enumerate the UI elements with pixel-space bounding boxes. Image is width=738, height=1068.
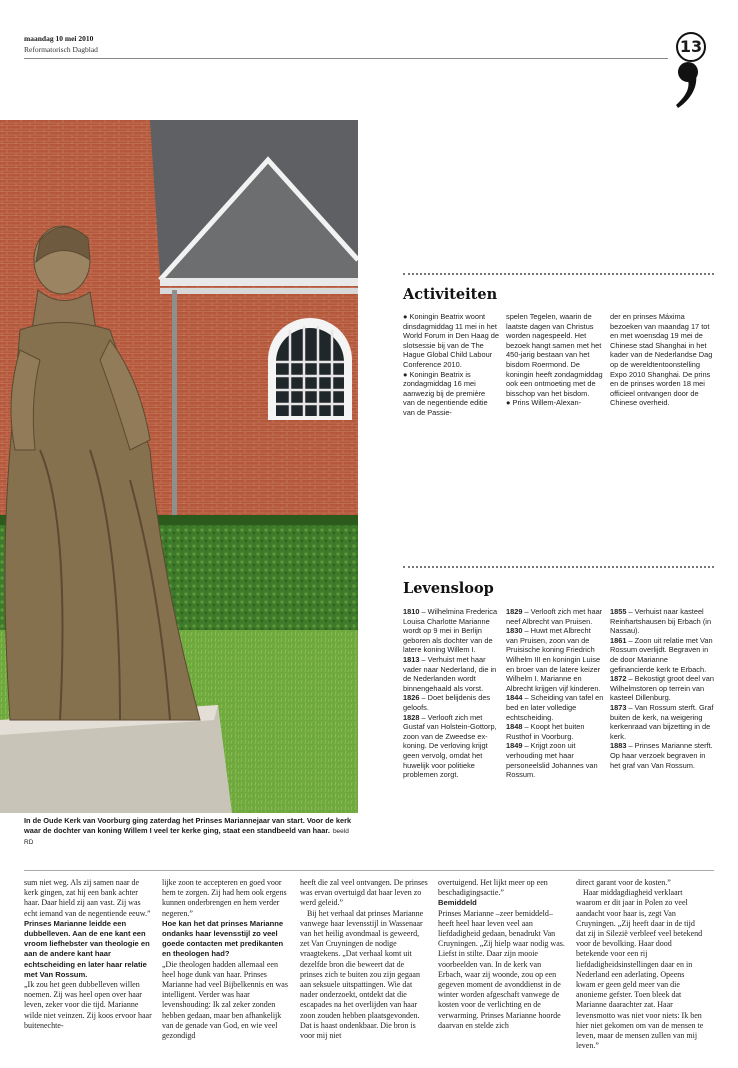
article-paragraph: sum niet weg. Als zij samen naar de kerk gingen, zat hij een bank achter haar. Daar hield zij aan vast. Zij was echt iemand van de negentiende eeuw.”: [24, 878, 151, 918]
article-question: Hoe kan het dat prinses Marianne ondanks haar levensstijl zo veel goede contacten met predikanten en theologen had?: [162, 918, 284, 959]
levensloop-column-1: [403, 607, 499, 780]
levensloop-entry: 1883 – Prinses Marianne sterft. Op haar verzoek begraven in het graf van Van Rossum.: [610, 741, 713, 770]
photo-illustration: [0, 120, 358, 813]
activiteiten-dotted-rule: [403, 273, 714, 275]
article-column-1: [24, 878, 152, 1031]
activiteiten-item: ● Koningin Beatrix woont dinsdagmiddag 11 mei in het World Forum in Den Haag de slotsessie bij van de The Hague Global Child Labour Conference 2010.: [403, 312, 499, 369]
levensloop-entry: 1844 – Scheiding van tafel en bed en later volledige echtscheiding.: [506, 693, 604, 722]
header-date: maandag 10 mei 2010: [24, 34, 94, 43]
activiteiten-column-1: [403, 312, 499, 418]
levensloop-entry: 1828 – Verlooft zich met Gustaf van Holstein-Gottorp, zoon van de Zweedse ex-koning. De verloving krijgt geen vervolg, omdat het huwelijk voor politieke problemen zorgt.: [403, 712, 497, 780]
article-paragraph: „Ik zou het geen dubbelleven willen noemen. Zij was heel open over haar leven, zeker voor die tijd. Marianne wilde niet veinzen. Zij koos ervoor haar buitenechte-: [24, 980, 152, 1030]
levensloop-entry: 1848 – Koopt het buiten Rusthof in Voorburg.: [506, 722, 585, 741]
article-top-rule: [24, 870, 714, 871]
levensloop-entry: 1829 – Verlooft zich met haar neef Albrecht van Pruisen.: [506, 607, 603, 626]
article-paragraph: Prinses Marianne –zeer bemiddeld– heeft heel haar leven veel aan liefdadigheid gedaan, benadrukt Van Cruyningen. „Zij hielp waar nodig was. Liefst in stilte. Daar zijn mooie voorbeelden van. In de kerk van Erbach, waar zij woonde, zou op een gegeven moment de avonddienst in de winter worden afgeschaft vanwege de kosten voor de verlichting en de verwarming. Prinses Marianne hoorde daarvan en stelde zich: [438, 908, 565, 1030]
article-paragraph: „Die theologen hadden allemaal een heel hoge dunk van haar. Prinses Marianne had veel Bijbelkennis en was intelligent. Verder was haar levenshouding: Ik zal zeker zonden hebben gedaan, maar ben afhankelijk van de genade van God, en wie veel gezondigd: [162, 959, 288, 1041]
activiteiten-column-3: [610, 312, 714, 408]
article-column-4: [438, 878, 566, 1031]
article-column-5: [576, 878, 704, 1051]
levensloop-entry: 1826 – Doet belijdenis des geloofs.: [403, 693, 491, 712]
activiteiten-item: der en prinses Máxima bezoeken van maandag 17 tot en met woensdag 19 mei de Chinese stad Shanghai in het kader van de Nederlandse Dag op de wereldtentoonstelling Expo 2010 Shanghai. De prins en de prinses worden 18 mei officieel ontvangen door de Chinese overheid.: [610, 312, 713, 408]
article-paragraph: Bij het verhaal dat prinses Marianne vanwege haar levensstijl in Wassenaar van het heilig avondmaal is geweerd, zet Van Cruyningen de nodige vraagtekens. „Dat verhaal komt uit dezelfde bron die beweert dat de prinses zich te buiten zou zijn gegaan aan seksuele uitspattingen. Wie dat nader onderzoekt, ontdekt dat die escapades na het overlijden van haar zoon zouden hebben plaatsgevonden. Dat is haast ondenkbaar. Die bron is voor mij niet: [300, 908, 424, 1041]
levensloop-entry: 1855 – Verhuist naar kasteel Reinhartshausen bij Erbach (in Nassau).: [610, 607, 712, 636]
levensloop-column-3: [610, 607, 714, 770]
article-subheading: Bemiddeld: [438, 898, 477, 908]
header-paper-name: Reformatorisch Dagblad: [24, 45, 98, 54]
levensloop-entry: 1873 – Van Rossum sterft. Graf buiten de kerk, na weigering kerkenraad van bijzetting in de kerk.: [610, 702, 714, 741]
photo-caption: [24, 816, 358, 848]
levensloop-dotted-rule: [403, 566, 714, 568]
activiteiten-item: spelen Tegelen, waarin de laatste dagen van Christus worden nagespeeld. Het bezoek hangt samen met het 450-jarig bestaan van het bisdom Roermond. De koningin heeft zondagmiddag ook een ontmoeting met de bisschop van het bisdom.: [506, 312, 603, 398]
levensloop-entry: 1861 – Zoon uit relatie met Van Rossum overlijdt. Begraven in de door Marianne gefinancierde kerk te Erbach.: [610, 635, 713, 674]
activiteiten-item: ● Koningin Beatrix is zondagmiddag 16 mei aanwezig bij de première van de negentiende editie van de Passie-: [403, 369, 488, 417]
levensloop-title: Levensloop: [403, 580, 494, 597]
levensloop-entry: 1830 – Huwt met Albrecht van Pruisen, zoon van de Pruisische koning Friedrich Wilhelm III en koningin Luise en broer van de latere keizer Wilhelm I. Marianne en Albrecht krijgen vijf kinderen.: [506, 626, 601, 693]
article-paragraph: heeft die zal veel ontvangen. De prinses was ervan overtuigd dat haar leven zo werd geleid.”: [300, 878, 428, 908]
photo-credit: beeld RD: [24, 828, 349, 846]
levensloop-entry: 1813 – Verhuist met haar vader naar Nederland, die in de Nederlanden wordt binnengehaald als vorst.: [403, 654, 497, 693]
church-statue-photo: [0, 120, 358, 813]
activiteiten-item: ● Prins Willem-Alexan-: [506, 398, 582, 408]
article-question: Prinses Marianne leidde een dubbelleven. Aan de ene kant een vroom liefhebster van theologie en aan de andere kant haar echtscheiding en later haar relatie met Van Rossum.: [24, 918, 150, 979]
levensloop-entry: 1872 – Bekostigt groot deel van Wilhelmstoren op terrein van kasteel Dillenburg.: [610, 674, 714, 703]
article-paragraph: Haar middagdiagheid verklaart waarom er dit jaar in Polen zo veel aandacht voor haar is, zegt Van Cruyningen. „Zij heeft daar in de tijd dat zij in Silezië verbleef veel betekend voor de bevolking. Haar dood betekende voor een rij liefdadigheidsinstellingen daar en in Nederland een aderlating. Opeens kwam er geen geld meer van die anonieme gefster. Toen bleek dat Marianne daarachter zat. Haar levensmotto was niet voor niets: Ik ben hier niet gekomen om van de mensen te leven, maar de mensen zullen van mij leven.”: [576, 888, 704, 1051]
article-paragraph: overtuigend. Het lijkt meer op een beschadigingsactie.”: [438, 878, 548, 898]
header-rule: [24, 58, 668, 59]
levensloop-column-2: [506, 607, 604, 780]
levensloop-entry: 1849 – Krijgt zoon uit verhouding met haar personeelslid Johannes van Rossum.: [506, 741, 598, 780]
page-number: 13: [676, 32, 706, 62]
activiteiten-column-2: [506, 312, 604, 408]
comma-logo-icon: [668, 60, 708, 110]
article-paragraph: direct garant voor de kosten.”: [576, 878, 671, 887]
levensloop-entry: 1810 – Wilhelmina Frederica Louisa Charlotte Marianne wordt op 9 mei in Berlijn geboren als dochter van de latere koning Willem I.: [403, 607, 498, 655]
article-paragraph: lijke zoon te accepteren en goed voor hem te zorgen. Zij had hem ook ergens kunnen onderbrengen en hem verder negeren.”: [162, 878, 287, 918]
activiteiten-title: Activiteiten: [403, 286, 498, 303]
article-column-3: [300, 878, 428, 1041]
caption-text: In de Oude Kerk van Voorburg ging zaterdag het Prinses Mariannejaar van start. Voor de kerk waar de dochter van koning Willem I veel ter kerke ging, staat een standbeeld van haar.: [24, 816, 352, 835]
article-column-2: [162, 878, 290, 1041]
